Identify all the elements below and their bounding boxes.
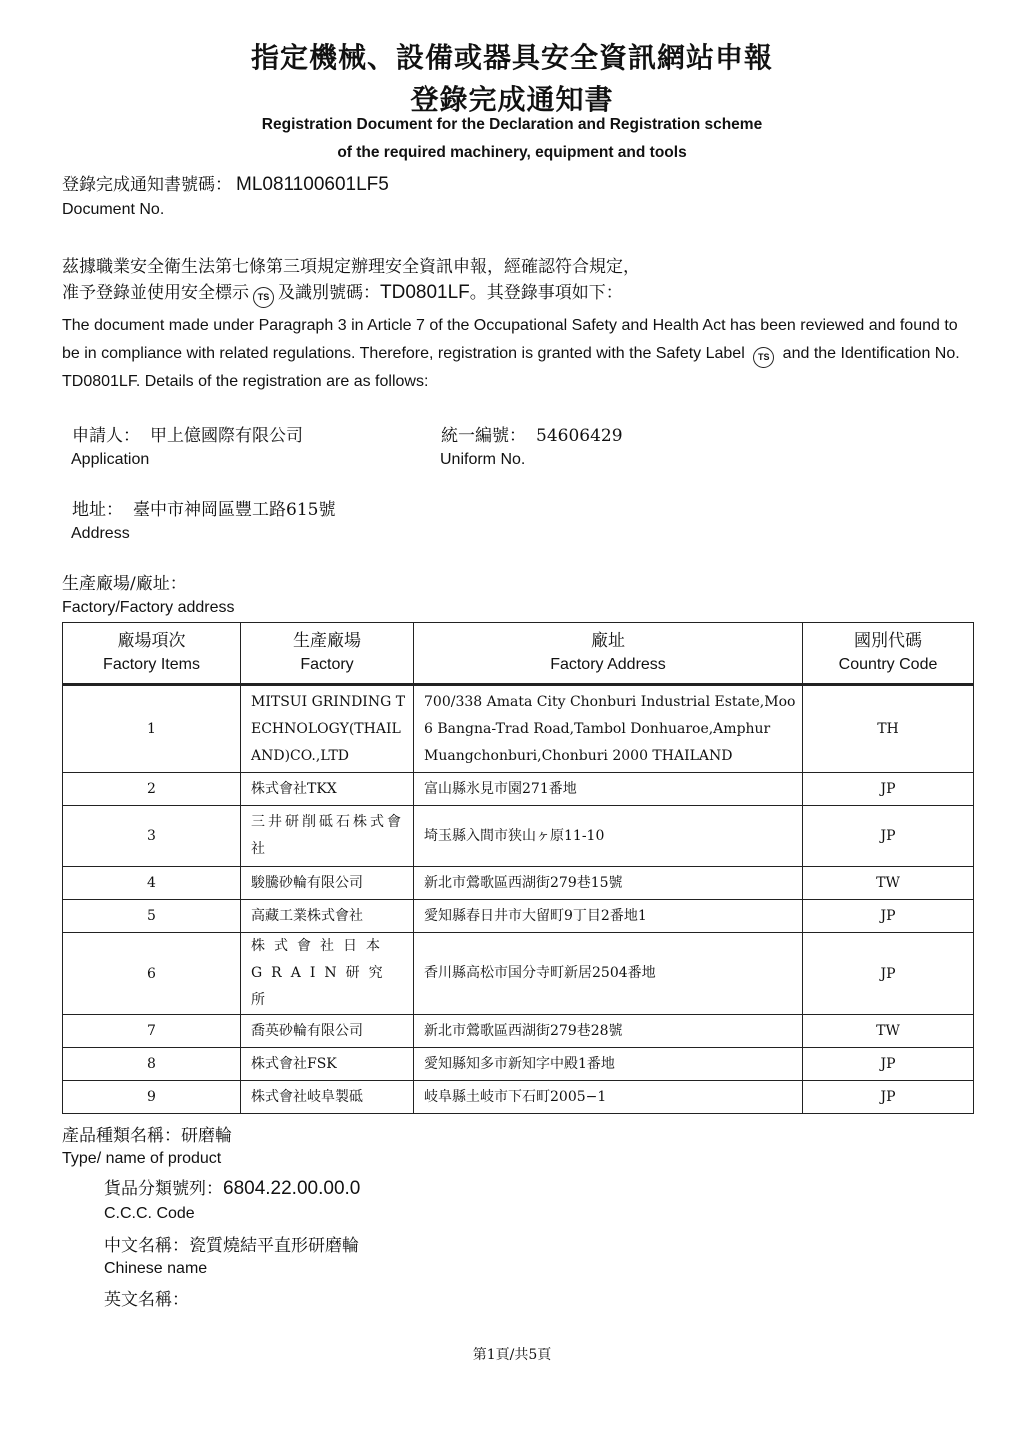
cell-country-code: JP xyxy=(803,806,974,867)
uniform-value: 54606429 xyxy=(536,426,623,446)
safety-label-icon-en: TS xyxy=(753,347,774,368)
address-label-en: Address xyxy=(71,525,130,542)
cell-country-code: TW xyxy=(803,867,974,900)
factory-table-header xyxy=(63,623,974,685)
cell-item: 2 xyxy=(63,773,241,806)
product-type-label-en: Type/ name of product xyxy=(62,1150,222,1167)
cell-factory: MITSUI GRINDING TECHNOLOGY(THAILAND)CO.,LTD xyxy=(241,685,414,773)
cell-item: 7 xyxy=(63,1015,241,1048)
cell-factory: 株式會社TKX xyxy=(241,773,414,806)
table-row xyxy=(63,867,974,900)
uniform-label: 統一編號： xyxy=(441,426,526,446)
cell-address: 愛知縣春日井市大留町9丁目2番地1 xyxy=(414,900,803,933)
table-row xyxy=(63,900,974,933)
cell-item: 5 xyxy=(63,900,241,933)
cell-country-code: TH xyxy=(803,685,974,773)
document-no-row xyxy=(62,170,389,196)
page-number: 第1頁/共5頁 xyxy=(472,1347,552,1363)
cell-item: 6 xyxy=(63,933,241,1015)
ccc-code-label: 貨品分類號列： xyxy=(104,1179,223,1199)
table-row xyxy=(63,685,974,773)
table-row xyxy=(63,1015,974,1048)
cell-country-code: JP xyxy=(803,900,974,933)
document-title: 指定機械、設備或器具安全資訊網站申報 xyxy=(250,41,773,74)
table-row xyxy=(63,933,974,1015)
document-no-value: ML081100601LF5 xyxy=(236,174,389,195)
applicant-label-en: Application xyxy=(71,451,150,468)
cell-item: 4 xyxy=(63,867,241,900)
statement-en-text-b: and the Identification No. TD0801LF. Details of the registration are as follows: xyxy=(62,344,960,390)
uniform-label-en: Uniform No. xyxy=(440,451,526,468)
cell-factory: 株式會社日本GRAIN研究所 xyxy=(241,933,414,1015)
english-name-label: 英文名稱： xyxy=(104,1290,189,1310)
address-row xyxy=(72,495,335,520)
cell-country-code: JP xyxy=(803,773,974,806)
cell-country-code: JP xyxy=(803,933,974,1015)
applicant-value: 甲上億國際有限公司 xyxy=(150,426,303,446)
factory-table xyxy=(62,622,974,1114)
table-row xyxy=(63,1048,974,1081)
factory-section-label: 生產廠場/廠址： xyxy=(62,574,187,594)
cell-item: 1 xyxy=(63,685,241,773)
col-header-country: 國別代碼 Country Code xyxy=(803,623,974,685)
product-type: 產品種類名稱：研磨輪 xyxy=(62,1126,232,1146)
applicant-row xyxy=(72,421,303,446)
cell-factory: 駿騰砂輪有限公司 xyxy=(241,867,414,900)
cell-address: 富山縣氷見市園271番地 xyxy=(414,773,803,806)
statement-zh-line1: 茲據職業安全衛生法第七條第三項規定辦理安全資訊申報，經確認符合規定， xyxy=(62,257,640,277)
cell-address: 愛知縣知多市新知字中殿1番地 xyxy=(414,1048,803,1081)
cell-address: 新北市鶯歌區西湖街279巷15號 xyxy=(414,867,803,900)
identification-no: TD0801LF xyxy=(380,282,470,303)
safety-label-icon: TS xyxy=(253,287,274,308)
chinese-name-value: 瓷質燒結平直形研磨輪 xyxy=(189,1236,359,1256)
table-row xyxy=(63,773,974,806)
cell-factory: 高藏工業株式會社 xyxy=(241,900,414,933)
document-no-label-en: Document No. xyxy=(62,201,165,218)
statement-en-text-a: The document made under Paragraph 3 in Article 7 of the Occupational Safety and Health Act has been reviewed and found to be in compliance with related regulations. Therefore, registration is granted with the Safety Label xyxy=(62,317,958,362)
cell-address: 岐阜縣土岐市下石町2005−1 xyxy=(414,1081,803,1114)
document-no-label: 登錄完成通知書號碼： xyxy=(62,175,232,195)
address-label: 地址： xyxy=(72,500,123,520)
cell-factory: 三井研削砥石株式會社 xyxy=(241,806,414,867)
cell-address: 香川縣高松市国分寺町新居2504番地 xyxy=(414,933,803,1015)
statement-zh-line2 xyxy=(62,278,623,308)
col-header-factory: 生產廠場 Factory xyxy=(241,623,414,685)
ccc-code-row xyxy=(104,1174,360,1200)
cell-country-code: JP xyxy=(803,1048,974,1081)
document-title-en-line1: Registration Document for the Declaration and Registration scheme xyxy=(261,116,763,133)
cell-factory: 株式會社FSK xyxy=(241,1048,414,1081)
cell-item: 9 xyxy=(63,1081,241,1114)
cell-item: 3 xyxy=(63,806,241,867)
cell-address: 埼玉縣入間市狭山ヶ原11-10 xyxy=(414,806,803,867)
chinese-name-row xyxy=(104,1231,359,1256)
applicant-label: 申請人： xyxy=(72,426,140,446)
cell-item: 8 xyxy=(63,1048,241,1081)
table-row xyxy=(63,1081,974,1114)
table-row xyxy=(63,806,974,867)
chinese-name-label-en: Chinese name xyxy=(104,1260,208,1277)
factory-section-label-en: Factory/Factory address xyxy=(62,599,235,616)
address-value: 臺中市神岡區豐工路615號 xyxy=(133,500,336,520)
cell-country-code: JP xyxy=(803,1081,974,1114)
statement-en xyxy=(62,312,962,395)
statement-zh-text-a: 准予登錄並使用安全標示 xyxy=(62,283,249,303)
cell-address: 新北市鶯歌區西湖街279巷28號 xyxy=(414,1015,803,1048)
uniform-row xyxy=(441,421,623,446)
cell-address: 700/338 Amata City Chonburi Industrial Estate,Moo 6 Bangna-Trad Road,Tambol Donhuaroe,Amphur Muangchonburi,Chonburi 2000 THAILAND xyxy=(414,685,803,773)
ccc-code-label-en: C.C.C. Code xyxy=(104,1205,195,1222)
statement-zh-text-b: 及識別號碼： xyxy=(278,283,380,303)
chinese-name-label: 中文名稱： xyxy=(104,1236,189,1256)
ccc-code-value: 6804.22.00.00.0 xyxy=(223,1178,361,1199)
cell-country-code: TW xyxy=(803,1015,974,1048)
cell-factory: 株式會社岐阜製砥 xyxy=(241,1081,414,1114)
statement-zh-text-c: 。其登錄事項如下： xyxy=(469,283,623,303)
col-header-items: 廠場項次 Factory Items xyxy=(63,623,241,685)
document-subtitle: 登錄完成通知書 xyxy=(410,83,614,116)
cell-factory: 喬英砂輪有限公司 xyxy=(241,1015,414,1048)
col-header-address: 廠址 Factory Address xyxy=(414,623,803,685)
document-title-en-line2: of the required machinery, equipment and tools xyxy=(337,144,687,161)
